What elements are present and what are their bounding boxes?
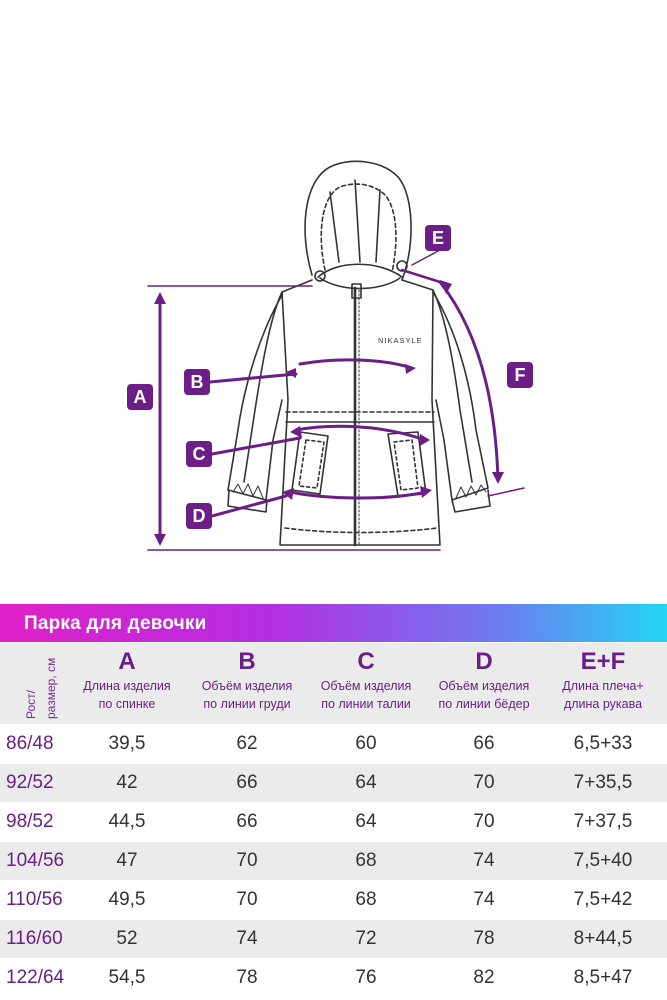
svg-text:E: E bbox=[431, 228, 445, 248]
value-d-cell: 82 bbox=[473, 967, 495, 988]
column-letter: D bbox=[475, 648, 493, 675]
marker-a bbox=[127, 384, 153, 410]
value-b-cell: 70 bbox=[236, 850, 258, 871]
value-b-cell: 66 bbox=[236, 772, 258, 793]
column-desc-line1: Объём изделия bbox=[320, 679, 412, 693]
size-cell: 110/56 bbox=[6, 889, 63, 910]
marker-c bbox=[186, 441, 212, 467]
value-c-cell: 72 bbox=[355, 928, 377, 949]
value-ef-cell: 7+35,5 bbox=[573, 772, 633, 793]
title-banner bbox=[0, 604, 667, 642]
table-row bbox=[0, 880, 667, 919]
svg-text:B: B bbox=[190, 372, 204, 392]
size-cell: 104/56 bbox=[6, 850, 65, 871]
value-a-cell: 52 bbox=[116, 928, 138, 949]
column-letter: A bbox=[118, 648, 136, 675]
measurement-markers bbox=[127, 225, 533, 529]
marker-e bbox=[425, 225, 451, 251]
row-header-line2: размер, см bbox=[44, 657, 58, 719]
column-letter: B bbox=[238, 648, 256, 675]
value-b-cell: 66 bbox=[236, 811, 258, 832]
value-b-cell: 62 bbox=[236, 733, 258, 754]
size-cell: 116/60 bbox=[6, 928, 63, 949]
value-b-cell: 78 bbox=[236, 967, 258, 988]
value-a-cell: 47 bbox=[116, 850, 138, 871]
column-header-d bbox=[423, 647, 545, 713]
marker-f bbox=[507, 362, 533, 388]
marker-b bbox=[184, 369, 210, 395]
value-d-cell: 74 bbox=[473, 850, 495, 871]
value-ef-cell: 7+37,5 bbox=[573, 811, 633, 832]
value-b-cell: 74 bbox=[236, 928, 258, 949]
table-row bbox=[0, 958, 667, 997]
value-a-cell: 54,5 bbox=[108, 967, 146, 988]
value-c-cell: 64 bbox=[355, 811, 377, 832]
value-a-cell: 49,5 bbox=[108, 889, 146, 910]
size-cell: 122/64 bbox=[6, 967, 65, 988]
value-a-cell: 44,5 bbox=[108, 811, 146, 832]
svg-text:A: A bbox=[133, 387, 147, 407]
table-row bbox=[0, 919, 667, 958]
value-ef-cell: 7,5+42 bbox=[573, 889, 633, 910]
table-header-row bbox=[0, 643, 667, 724]
column-header-a bbox=[66, 647, 188, 713]
column-desc-line2: по линии груди bbox=[203, 697, 291, 711]
column-header-c bbox=[305, 647, 427, 713]
column-header-ef bbox=[543, 647, 663, 713]
column-desc-line2: длина рукава bbox=[563, 697, 643, 711]
value-c-cell: 68 bbox=[355, 850, 377, 871]
value-c-cell: 76 bbox=[355, 967, 377, 988]
value-ef-cell: 7,5+40 bbox=[573, 850, 633, 871]
table-row bbox=[0, 724, 667, 763]
value-d-cell: 70 bbox=[473, 772, 495, 793]
svg-text:D: D bbox=[192, 506, 206, 526]
value-c-cell: 60 bbox=[355, 733, 377, 754]
column-desc-line1: Длина изделия bbox=[83, 679, 171, 693]
value-c-cell: 68 bbox=[355, 889, 377, 910]
svg-text:F: F bbox=[514, 365, 526, 385]
column-desc-line2: по линии бёдер bbox=[438, 697, 530, 711]
value-b-cell: 70 bbox=[236, 889, 258, 910]
value-a-cell: 42 bbox=[116, 772, 138, 793]
size-cell: 86/48 bbox=[6, 733, 54, 754]
size-cell: 92/52 bbox=[6, 772, 54, 793]
table-row bbox=[0, 763, 667, 802]
column-desc-line2: по спинке bbox=[98, 697, 156, 711]
value-ef-cell: 8+44,5 bbox=[573, 928, 633, 949]
column-desc-line2: по линии талии bbox=[321, 697, 411, 711]
table-row bbox=[0, 841, 667, 880]
value-a-cell: 39,5 bbox=[108, 733, 146, 754]
size-table bbox=[0, 643, 667, 997]
table-row bbox=[0, 802, 667, 841]
column-desc-line1: Объём изделия bbox=[201, 679, 293, 693]
value-d-cell: 74 bbox=[473, 889, 495, 910]
value-d-cell: 70 bbox=[473, 811, 495, 832]
brand-label: NIKASYLE bbox=[378, 336, 423, 345]
column-letter: C bbox=[357, 648, 375, 675]
value-d-cell: 66 bbox=[473, 733, 495, 754]
value-d-cell: 78 bbox=[473, 928, 495, 949]
column-desc-line1: Объём изделия bbox=[438, 679, 530, 693]
column-letter: E+F bbox=[580, 648, 626, 675]
parka-outline bbox=[228, 161, 490, 545]
value-ef-cell: 6,5+33 bbox=[573, 733, 633, 754]
product-title: Парка для девочки bbox=[24, 613, 207, 634]
svg-text:C: C bbox=[192, 444, 206, 464]
value-ef-cell: 8,5+47 bbox=[573, 967, 633, 988]
column-desc-line1: Длина плеча+ bbox=[562, 679, 644, 693]
marker-d bbox=[186, 503, 212, 529]
size-cell: 98/52 bbox=[6, 811, 54, 832]
row-header-label bbox=[8, 647, 70, 721]
value-c-cell: 64 bbox=[355, 772, 377, 793]
row-header-line1: Рост/ bbox=[24, 690, 38, 719]
column-header-b bbox=[186, 647, 308, 713]
